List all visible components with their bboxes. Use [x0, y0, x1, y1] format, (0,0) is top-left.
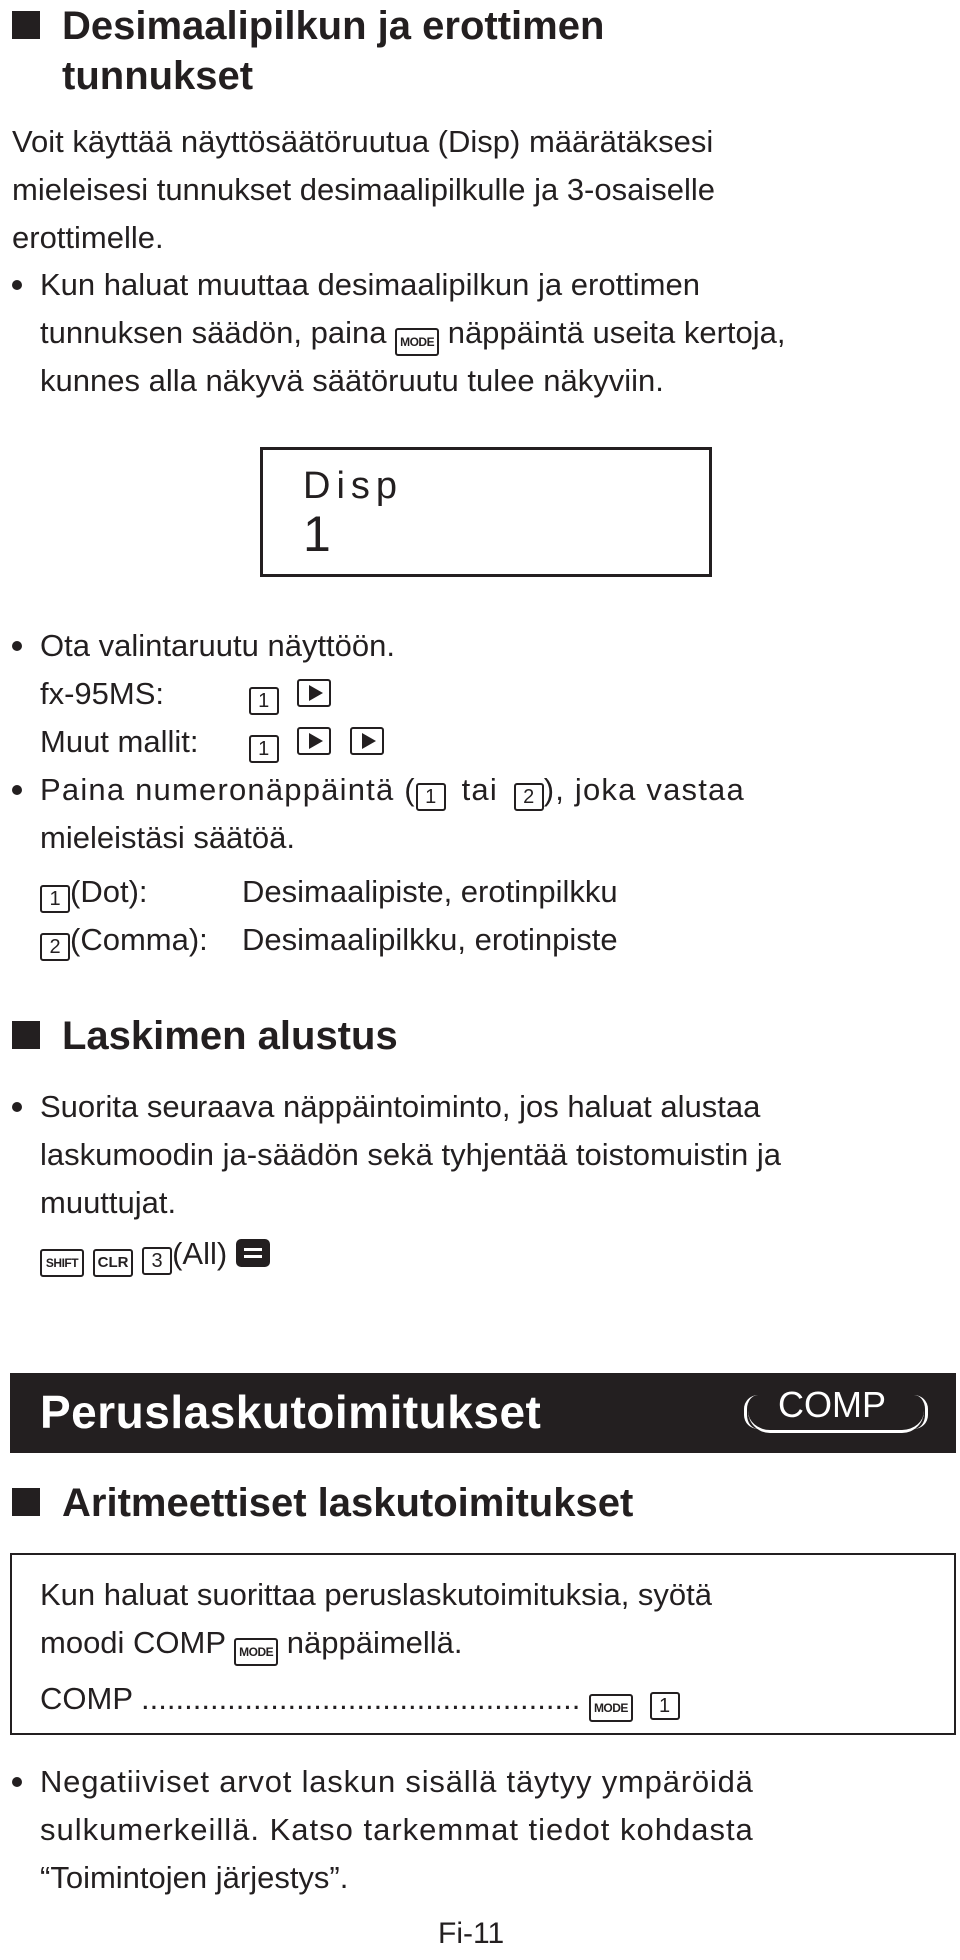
bullet-text: Ota valintaruutu näyttöön. — [40, 628, 396, 663]
right-arrow-key-icon — [297, 679, 331, 707]
key-2-icon: 2 — [514, 783, 544, 811]
option-description: Desimaalipiste, erotinpilkku — [242, 874, 618, 909]
mode-key-icon: MODE — [589, 1694, 633, 1722]
bullet-icon — [12, 280, 22, 290]
section-marker-icon — [12, 11, 40, 39]
bullet-text: “Toimintojen järjestys”. — [40, 1860, 349, 1895]
comp-leader-text: COMP ................................................... — [40, 1681, 581, 1716]
text-fragment: tai — [461, 772, 498, 807]
equals-key-icon — [236, 1239, 270, 1267]
frame-text — [40, 1623, 463, 1666]
option-label: (Comma): — [70, 922, 208, 957]
page-number: Fi-11 — [438, 1917, 505, 1950]
right-arrow-key-icon — [297, 727, 331, 755]
shift-key-icon: SHIFT — [40, 1249, 84, 1277]
key-1-icon: 1 — [249, 687, 279, 715]
mode-key-icon: MODE — [234, 1638, 278, 1666]
badge-left-curve — [744, 1395, 761, 1429]
bullet-icon — [12, 1777, 22, 1787]
clr-key-icon: CLR — [93, 1249, 134, 1277]
badge-right-curve — [911, 1395, 928, 1429]
text-fragment: tunnuksen säädön, paina — [40, 315, 387, 350]
display-value: 1 — [303, 506, 331, 562]
text-fragment: ), joka vastaa — [543, 772, 745, 807]
key-2-icon: 2 — [40, 933, 70, 961]
mode-label: COMP — [778, 1384, 886, 1425]
key-sequence-row — [40, 674, 331, 715]
chapter-banner — [10, 1373, 956, 1453]
section-marker-icon — [12, 1488, 40, 1516]
model-label: Muut mallit: — [40, 724, 199, 759]
key-sequence-row — [40, 1234, 270, 1277]
bullet-text — [40, 313, 786, 356]
comp-key-row — [40, 1679, 680, 1722]
intro-text: mieleisesi tunnukset desimaalipilkulle ja 3-osaiselle — [12, 172, 716, 207]
key-3-icon: 3 — [142, 1247, 172, 1275]
bullet-text: Kun haluat muuttaa desimaalipilkun ja erottimen — [40, 267, 700, 302]
comp-mode-badge — [748, 1384, 924, 1433]
section-heading-continued — [62, 50, 253, 102]
text-fragment: näppäimellä. — [286, 1625, 463, 1660]
intro-text: erottimelle. — [12, 220, 164, 255]
intro-text: Voit käyttää näyttösäätöruutua (Disp) määrätäksesi — [12, 124, 714, 159]
bullet-text: Negatiiviset arvot laskun sisällä täytyy ympäröidä — [40, 1764, 754, 1799]
section-marker-icon — [12, 1021, 40, 1049]
bullet-icon — [12, 785, 22, 795]
text-fragment: moodi COMP — [40, 1625, 226, 1660]
text-fragment: Paina numeronäppäintä ( — [40, 772, 416, 807]
bullet-text: muuttujat. — [40, 1185, 177, 1220]
key-1-icon: 1 — [249, 735, 279, 763]
right-arrow-key-icon — [350, 727, 384, 755]
option-row — [40, 920, 618, 961]
all-label: (All) — [172, 1236, 228, 1271]
section-heading: Laskimen alustus — [62, 1014, 398, 1058]
banner-title: Peruslaskutoimitukset — [40, 1386, 542, 1438]
key-1-icon: 1 — [650, 1692, 680, 1720]
bullet-text — [40, 770, 745, 811]
bullet-icon — [12, 1102, 22, 1112]
key-1-icon: 1 — [40, 885, 70, 913]
frame-text: Kun haluat suorittaa peruslaskutoimituksia, syötä — [40, 1577, 713, 1612]
heading-line: tunnukset — [62, 54, 254, 98]
section-heading — [62, 0, 604, 52]
option-row — [40, 872, 618, 913]
heading-line: Desimaalipilkun ja erottimen — [62, 4, 605, 48]
option-label: (Dot): — [70, 874, 148, 909]
text-fragment: näppäintä useita kertoja, — [447, 315, 786, 350]
bullet-text: mieleistäsi säätöä. — [40, 820, 296, 855]
key-sequence-row — [40, 722, 384, 763]
bullet-text: laskumoodin ja-säädön sekä tyhjentää toistomuistin ja — [40, 1137, 781, 1172]
bullet-text: Suorita seuraava näppäintoiminto, jos haluat alustaa — [40, 1089, 761, 1124]
bullet-text: sulkumerkeillä. Katso tarkemmat tiedot kohdasta — [40, 1812, 754, 1847]
mode-key-icon: MODE — [395, 328, 439, 356]
model-label: fx-95MS: — [40, 676, 165, 711]
option-description: Desimaalipilkku, erotinpiste — [242, 922, 618, 957]
info-frame — [10, 1553, 956, 1735]
display-screen — [260, 447, 712, 577]
section-heading: Aritmeettiset laskutoimitukset — [62, 1481, 634, 1525]
bullet-icon — [12, 641, 22, 651]
bullet-text: kunnes alla näkyvä säätöruutu tulee näkyviin. — [40, 363, 664, 398]
key-1-icon: 1 — [416, 783, 446, 811]
display-label: Disp — [303, 465, 404, 507]
